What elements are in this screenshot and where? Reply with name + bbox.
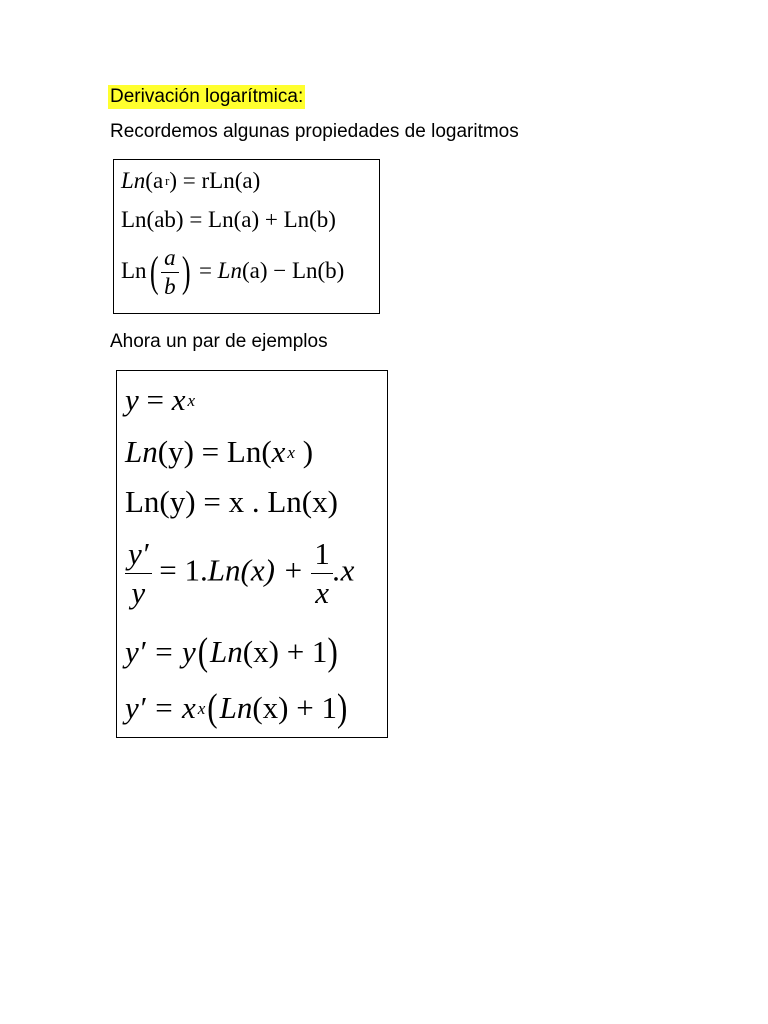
section-heading: Derivación logarítmica: bbox=[110, 86, 304, 107]
example-box bbox=[116, 370, 388, 738]
property-quotient-rule: Ln( $\frac{a}{b}$ ) = Ln(a) − Ln(b) bbox=[121, 245, 345, 299]
log-properties-box bbox=[113, 159, 380, 314]
example-line-1: y = x $^x$ bbox=[125, 382, 196, 417]
example-line-3: Ln(y) = x . Ln(x) bbox=[125, 484, 338, 519]
property-product-rule: Ln(ab) = Ln(a) + Ln(b) bbox=[121, 207, 336, 232]
example-line-5: y′ = y(Ln(x) + 1) bbox=[125, 629, 338, 674]
fraction-yprime-over-y: $\frac{y'}{y}$ bbox=[125, 535, 152, 612]
property-power-rule: Ln(a $^r$) = rLn(a) bbox=[121, 168, 261, 193]
fraction-a-over-b: $\frac{a}{b}$ bbox=[161, 244, 179, 301]
intro-text: Recordemos algunas propiedades de logaritmos bbox=[110, 121, 519, 142]
example-line-2: Ln(y) = Ln(x $^x$ ) bbox=[125, 434, 314, 469]
fraction-one-over-x: $\frac{1}{x}$ bbox=[311, 535, 333, 612]
examples-intro-text: Ahora un par de ejemplos bbox=[110, 331, 328, 352]
example-line-6: y′ = x $^x$(Ln(x) + 1) bbox=[125, 685, 348, 730]
example-line-4: $\frac{y'}{y}$ = 1.Ln(x) + $\frac{1}{x}$ .x bbox=[125, 535, 354, 612]
